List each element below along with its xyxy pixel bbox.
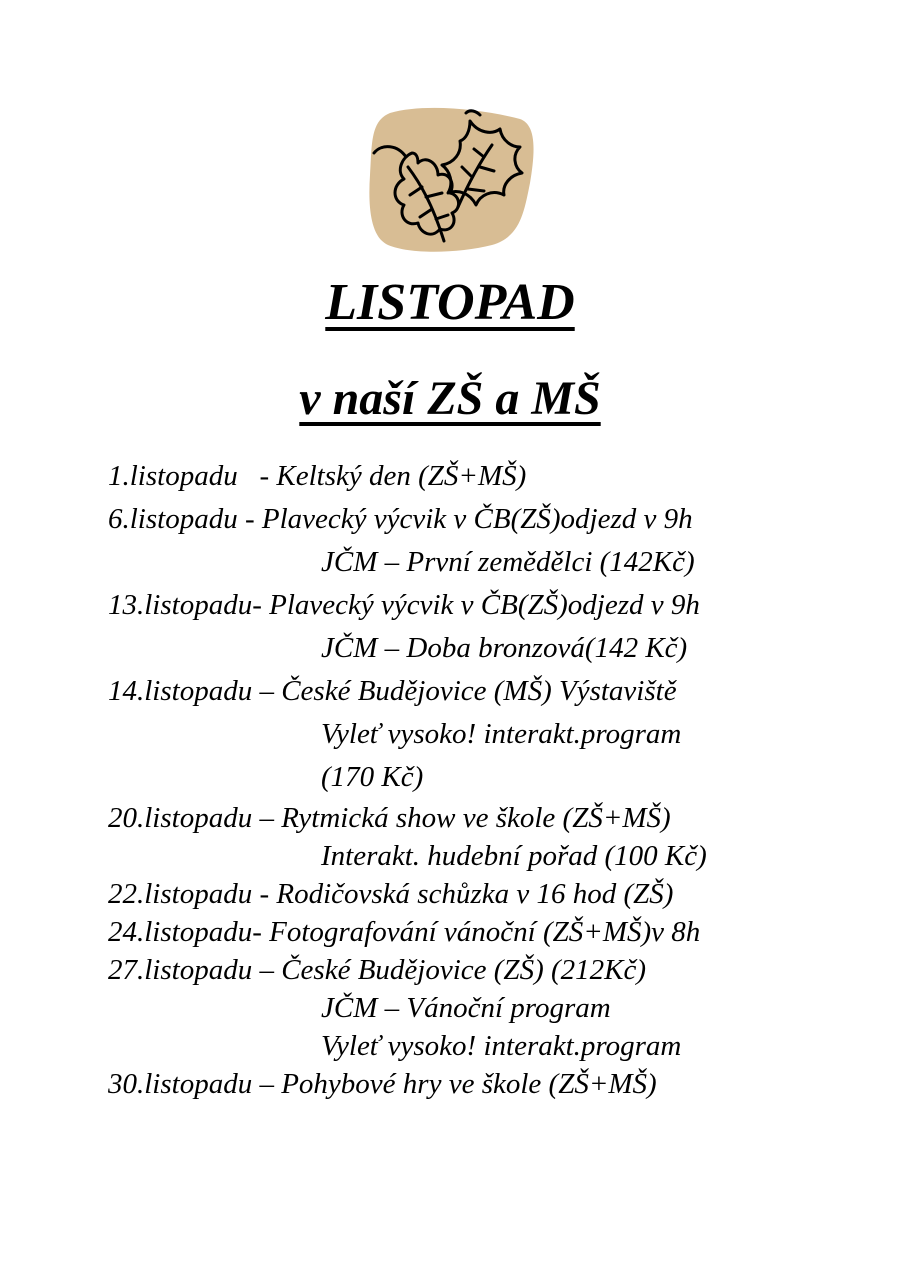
page-subtitle: v naší ZŠ a MŠ <box>299 372 601 425</box>
event-date: 24.listopadu <box>108 916 253 948</box>
event-line <box>108 670 868 713</box>
event-detail-line <box>108 627 868 670</box>
event-text: - Rodičovská schůzka v 16 hod (ZŠ) <box>259 878 674 910</box>
event-text: Interakt. hudební pořad (100 Kč) <box>321 840 707 872</box>
event-detail-line <box>108 756 868 799</box>
event-text: JČM – Vánoční program <box>321 992 611 1024</box>
event-detail-line <box>108 837 868 875</box>
event-text: - Keltský den (ZŠ+MŠ) <box>259 460 527 492</box>
event-date: 1.listopadu <box>108 460 260 492</box>
event-text: Vyleť vysoko! interakt.program <box>321 718 682 750</box>
event-list <box>108 455 868 1103</box>
event-text: JČM – První zemědělci (142Kč) <box>321 546 695 578</box>
event-detail-line <box>108 541 868 584</box>
event-text: - Plavecký výcvik v ČB(ZŠ)odjezd v 9h <box>252 589 700 621</box>
event-text: Vyleť vysoko! interakt.program <box>321 1030 682 1062</box>
event-line <box>108 455 868 498</box>
event-text: JČM – Doba bronzová(142 Kč) <box>321 632 688 664</box>
event-line <box>108 875 868 913</box>
event-date: 30.listopadu <box>108 1068 260 1100</box>
event-detail-line <box>108 713 868 756</box>
event-line <box>108 498 868 541</box>
event-line <box>108 913 868 951</box>
event-line <box>108 1065 868 1103</box>
event-text: – České Budějovice (MŠ) Výstaviště <box>259 675 677 707</box>
event-text: – České Budějovice (ZŠ) (212Kč) <box>259 954 646 986</box>
event-line <box>108 584 868 627</box>
event-line <box>108 951 868 989</box>
autumn-leaves-icon <box>362 105 537 255</box>
event-text: – Pohybové hry ve škole (ZŠ+MŠ) <box>259 1068 657 1100</box>
event-detail-line <box>108 1027 868 1065</box>
event-date: 6.listopadu <box>108 503 245 535</box>
event-line <box>108 799 868 837</box>
event-date: 27.listopadu <box>108 954 260 986</box>
event-text: - Plavecký výcvik v ČB(ZŠ)odjezd v 9h <box>244 503 693 535</box>
event-text: (170 Kč) <box>321 761 424 793</box>
event-date: 20.listopadu <box>108 802 260 834</box>
event-date: 22.listopadu <box>108 878 260 910</box>
event-date: 14.listopadu <box>108 675 260 707</box>
page-title: LISTOPAD <box>325 274 575 331</box>
event-text: - Fotografování vánoční (ZŠ+MŠ)v 8h <box>252 916 701 948</box>
event-date: 13.listopadu <box>108 589 253 621</box>
event-detail-line <box>108 989 868 1027</box>
event-text: – Rytmická show ve škole (ZŠ+MŠ) <box>259 802 671 834</box>
